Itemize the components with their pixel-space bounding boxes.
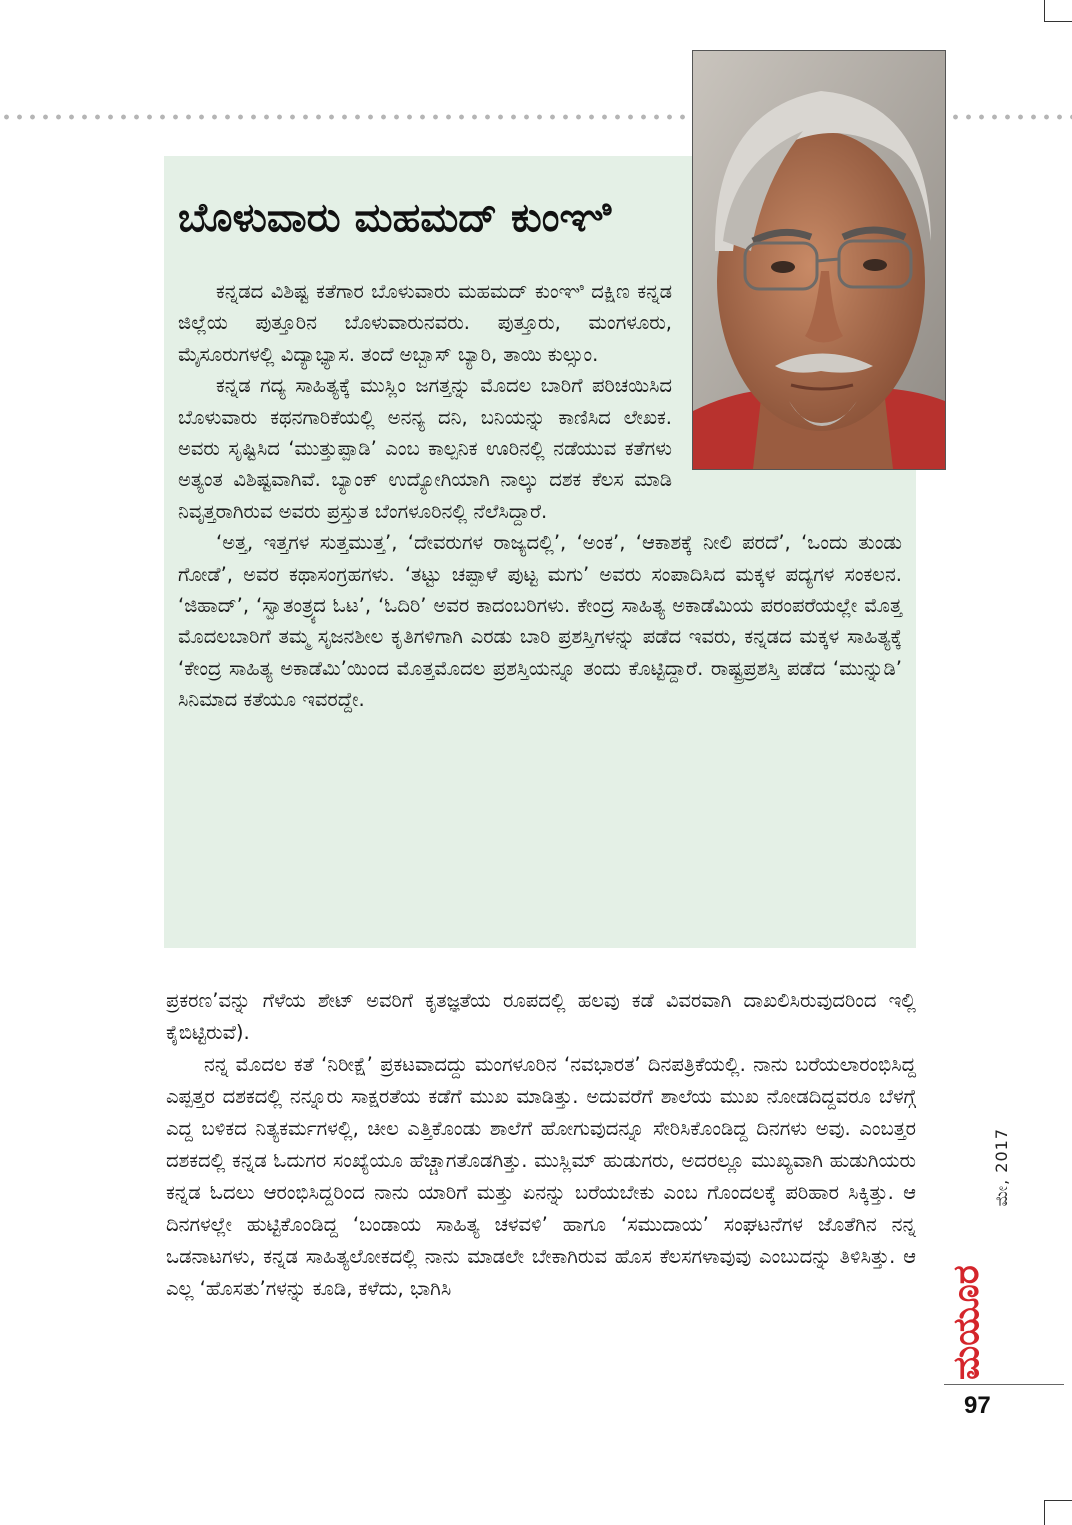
- body-continuation: ಪ್ರಕರಣ’ವನ್ನು ಗೆಳೆಯ ಶೇಟ್ ಅವರಿಗೆ ಕೃತಜ್ಞತೆಯ ರೂಪದಲ್ಲಿ ಹಲವು ಕಡೆ ವಿವರವಾಗಿ ದಾಖಲಿಸಿರುವುದರಿಂದ ಇಲ್ಲಿ ಕೈಬಿಟ್ಟಿರುವೆ).: [166, 989, 916, 1044]
- magazine-masthead: [944, 1000, 1024, 1385]
- crop-mark-bottom-right: [1044, 1500, 1045, 1525]
- issue-date: ಮೇ, 2017: [992, 1128, 1011, 1207]
- bio-paragraph-2: ಕನ್ನಡ ಗದ್ಯ ಸಾಹಿತ್ಯಕ್ಕೆ ಮುಸ್ಲಿಂ ಜಗತ್ತನ್ನು ಮೊದಲ ಬಾರಿಗೆ ಪರಿಚಯಿಸಿದ ಬೊಳುವಾರು ಕಥನಗಾರಿಕೆಯಲ್ಲಿ ಅನನ್ಯ ದನಿ, ಬನಿಯನ್ನು ಕಾಣಿಸಿದ ಲೇಖಕ. ಅವರು ಸೃಷ್ಟಿಸಿದ ‘ಮುತ್ತುಪ್ಪಾಡಿ’ ಎಂಬ ಕಾಲ್ಪನಿಕ ಊರಿನಲ್ಲಿ ನಡೆಯುವ ಕತೆಗಳು ಅತ್ಯಂತ ವಿಶಿಷ್ಟವಾಗಿವೆ. ಬ್ಯಾಂಕ್ ಉದ್ಯೋಗಿಯಾಗಿ ನಾಲ್ಕು ದಶಕ ಕೆಲಸ ಮಾಡಿ ನಿವೃತ್ತರಾಗಿರುವ ಅವರು ಪ್ರಸ್ತುತ ಬೆಂಗಳೂರಿನಲ್ಲಿ ನೆಲೆಸಿದ್ದಾರೆ.: [178, 374, 672, 523]
- article-body: [166, 985, 916, 1305]
- crop-mark-top-right-h: [1044, 21, 1072, 22]
- photo-wrap-space: [672, 276, 902, 500]
- page-number: 97: [964, 1392, 991, 1419]
- article-title: ಬೊಳುವಾರು ಮಹಮದ್ ಕುಂಞಿ: [178, 195, 612, 241]
- footer-rule: [944, 1384, 1064, 1385]
- crop-mark-bottom-right-h: [1044, 1500, 1072, 1501]
- bio-paragraph-3: ‘ಅತ್ತ, ಇತ್ತಗಳ ಸುತ್ತಮುತ್ತ’, ‘ದೇವರುಗಳ ರಾಜ್ಯದಲ್ಲಿ’, ‘ಅಂಕ’, ‘ಆಕಾಶಕ್ಕೆ ನೀಲಿ ಪರದೆ’, ‘ಒಂದು ತುಂಡು ಗೋಡೆ’, ಅವರ ಕಥಾಸಂಗ್ರಹಗಳು. ‘ತಟ್ಟು ಚಪ್ಪಾಳೆ ಪುಟ್ಟ ಮಗು’ ಅವರು ಸಂಪಾದಿಸಿದ ಮಕ್ಕಳ ಪದ್ಯಗಳ ಸಂಕಲನ. ‘ಜಿಹಾದ್’, ‘ಸ್ವಾತಂತ್ರ್ಯದ ಓಟ’, ‘ಓದಿರಿ’ ಅವರ ಕಾದಂಬರಿಗಳು. ಕೇಂದ್ರ ಸಾಹಿತ್ಯ ಅಕಾಡೆಮಿಯ ಪರಂಪರೆಯಲ್ಲೇ ಮೊತ್ತ ಮೊದಲಬಾರಿಗೆ ತಮ್ಮ ಸೃಜನಶೀಲ ಕೃತಿಗಳಿಗಾಗಿ ಎರಡು ಬಾರಿ ಪ್ರಶಸ್ತಿಗಳನ್ನು ಪಡೆದ ಇವರು, ಕನ್ನಡದ ಮಕ್ಕಳ ಸಾಹಿತ್ಯಕ್ಕೆ ‘ಕೇಂದ್ರ ಸಾಹಿತ್ಯ ಅಕಾಡೆಮಿ’ಯಿಂದ ಮೊತ್ತಮೊದಲ ಪ್ರಶಸ್ತಿಯನ್ನೂ ತಂದು ಕೊಟ್ಟಿದ್ದಾರೆ. ರಾಷ್ಟ್ರಪ್ರಶಸ್ತಿ ಪಡೆದ ‘ಮುನ್ನುಡಿ’ ಸಿನಿಮಾದ ಕತೆಯೂ ಇವರದ್ದೇ.: [178, 531, 902, 712]
- body-paragraph: ನನ್ನ ಮೊದಲ ಕತೆ ‘ನಿರೀಕ್ಷೆ’ ಪ್ರಕಟವಾದದ್ದು ಮಂಗಳೂರಿನ ‘ನವಭಾರತ’ ದಿನಪತ್ರಿಕೆಯಲ್ಲಿ. ನಾನು ಬರೆಯಲಾರಂಭಿಸಿದ್ದ ಎಪ್ಪತ್ತರ ದಶಕದಲ್ಲಿ ನನ್ನೂರು ಸಾಕ್ಷರತೆಯ ಕಡೆಗೆ ಮುಖ ಮಾಡಿತ್ತು. ಅದುವರೆಗೆ ಶಾಲೆಯ ಮುಖ ನೋಡದಿದ್ದವರೂ ಬೆಳಗ್ಗೆ ಎದ್ದ ಬಳಿಕದ ನಿತ್ಯಕರ್ಮಗಳಲ್ಲಿ, ಚೀಲ ಎತ್ತಿಕೊಂಡು ಶಾಲೆಗೆ ಹೋಗುವುದನ್ನೂ ಸೇರಿಸಿಕೊಂಡಿದ್ದ ದಿನಗಳು ಅವು. ಎಂಬತ್ತರ ದಶಕದಲ್ಲಿ ಕನ್ನಡ ಓದುಗರ ಸಂಖ್ಯೆಯೂ ಹೆಚ್ಚಾಗತೊಡಗಿತ್ತು. ಮುಸ್ಲಿಮ್ ಹುಡುಗರು, ಅದರಲ್ಲೂ ಮುಖ್ಯವಾಗಿ ಹುಡುಗಿಯರು ಕನ್ನಡ ಓದಲು ಆರಂಭಿಸಿದ್ದರಿಂದ ನಾನು ಯಾರಿಗೆ ಮತ್ತು ಏನನ್ನು ಬರೆಯಬೇಕು ಎಂಬ ಗೊಂದಲಕ್ಕೆ ಪರಿಹಾರ ಸಿಕ್ಕಿತ್ತು. ಆ ದಿನಗಳಲ್ಲೇ ಹುಟ್ಟಿಕೊಂಡಿದ್ದ ‘ಬಂಡಾಯ ಸಾಹಿತ್ಯ ಚಳವಳಿ’ ಹಾಗೂ ‘ಸಮುದಾಯ’ ಸಂಘಟನೆಗಳ ಜೊತೆಗಿನ ನನ್ನ ಒಡನಾಟಗಳು, ಕನ್ನಡ ಸಾಹಿತ್ಯಲೋಕದಲ್ಲಿ ನಾನು ಮಾಡಲೇ ಬೇಕಾಗಿರುವ ಹೊಸ ಕೆಲಸಗಳಾವುವು ಎಂಬುದನ್ನು ತಿಳಿಸಿತ್ತು. ಆ ಎಲ್ಲ ‘ಹೊಸತು’ಗಳನ್ನು ಕೂಡಿ, ಕಳೆದು, ಭಾಗಿಸಿ: [166, 1053, 916, 1300]
- author-bio: [178, 276, 902, 716]
- crop-mark-top-right: [1044, 0, 1045, 22]
- bio-paragraph-1: ಕನ್ನಡದ ವಿಶಿಷ್ಟ ಕತೆಗಾರ ಬೊಳುವಾರು ಮಹಮದ್ ಕುಂಞಿ ದಕ್ಷಿಣ ಕನ್ನಡ ಜಿಲ್ಲೆಯ ಪುತ್ತೂರಿನ ಬೊಳುವಾರುನವರು. ಪುತ್ತೂರು, ಮಂಗಳೂರು, ಮೈಸೂರುಗಳಲ್ಲಿ ವಿದ್ಯಾಭ್ಯಾಸ. ತಂದೆ ಅಬ್ಬಾಸ್ ಬ್ಯಾರಿ, ತಾಯಿ ಕುಲ್ಸುಂ.: [178, 280, 672, 366]
- magazine-name: ಮಯೂರ: [946, 1265, 987, 1380]
